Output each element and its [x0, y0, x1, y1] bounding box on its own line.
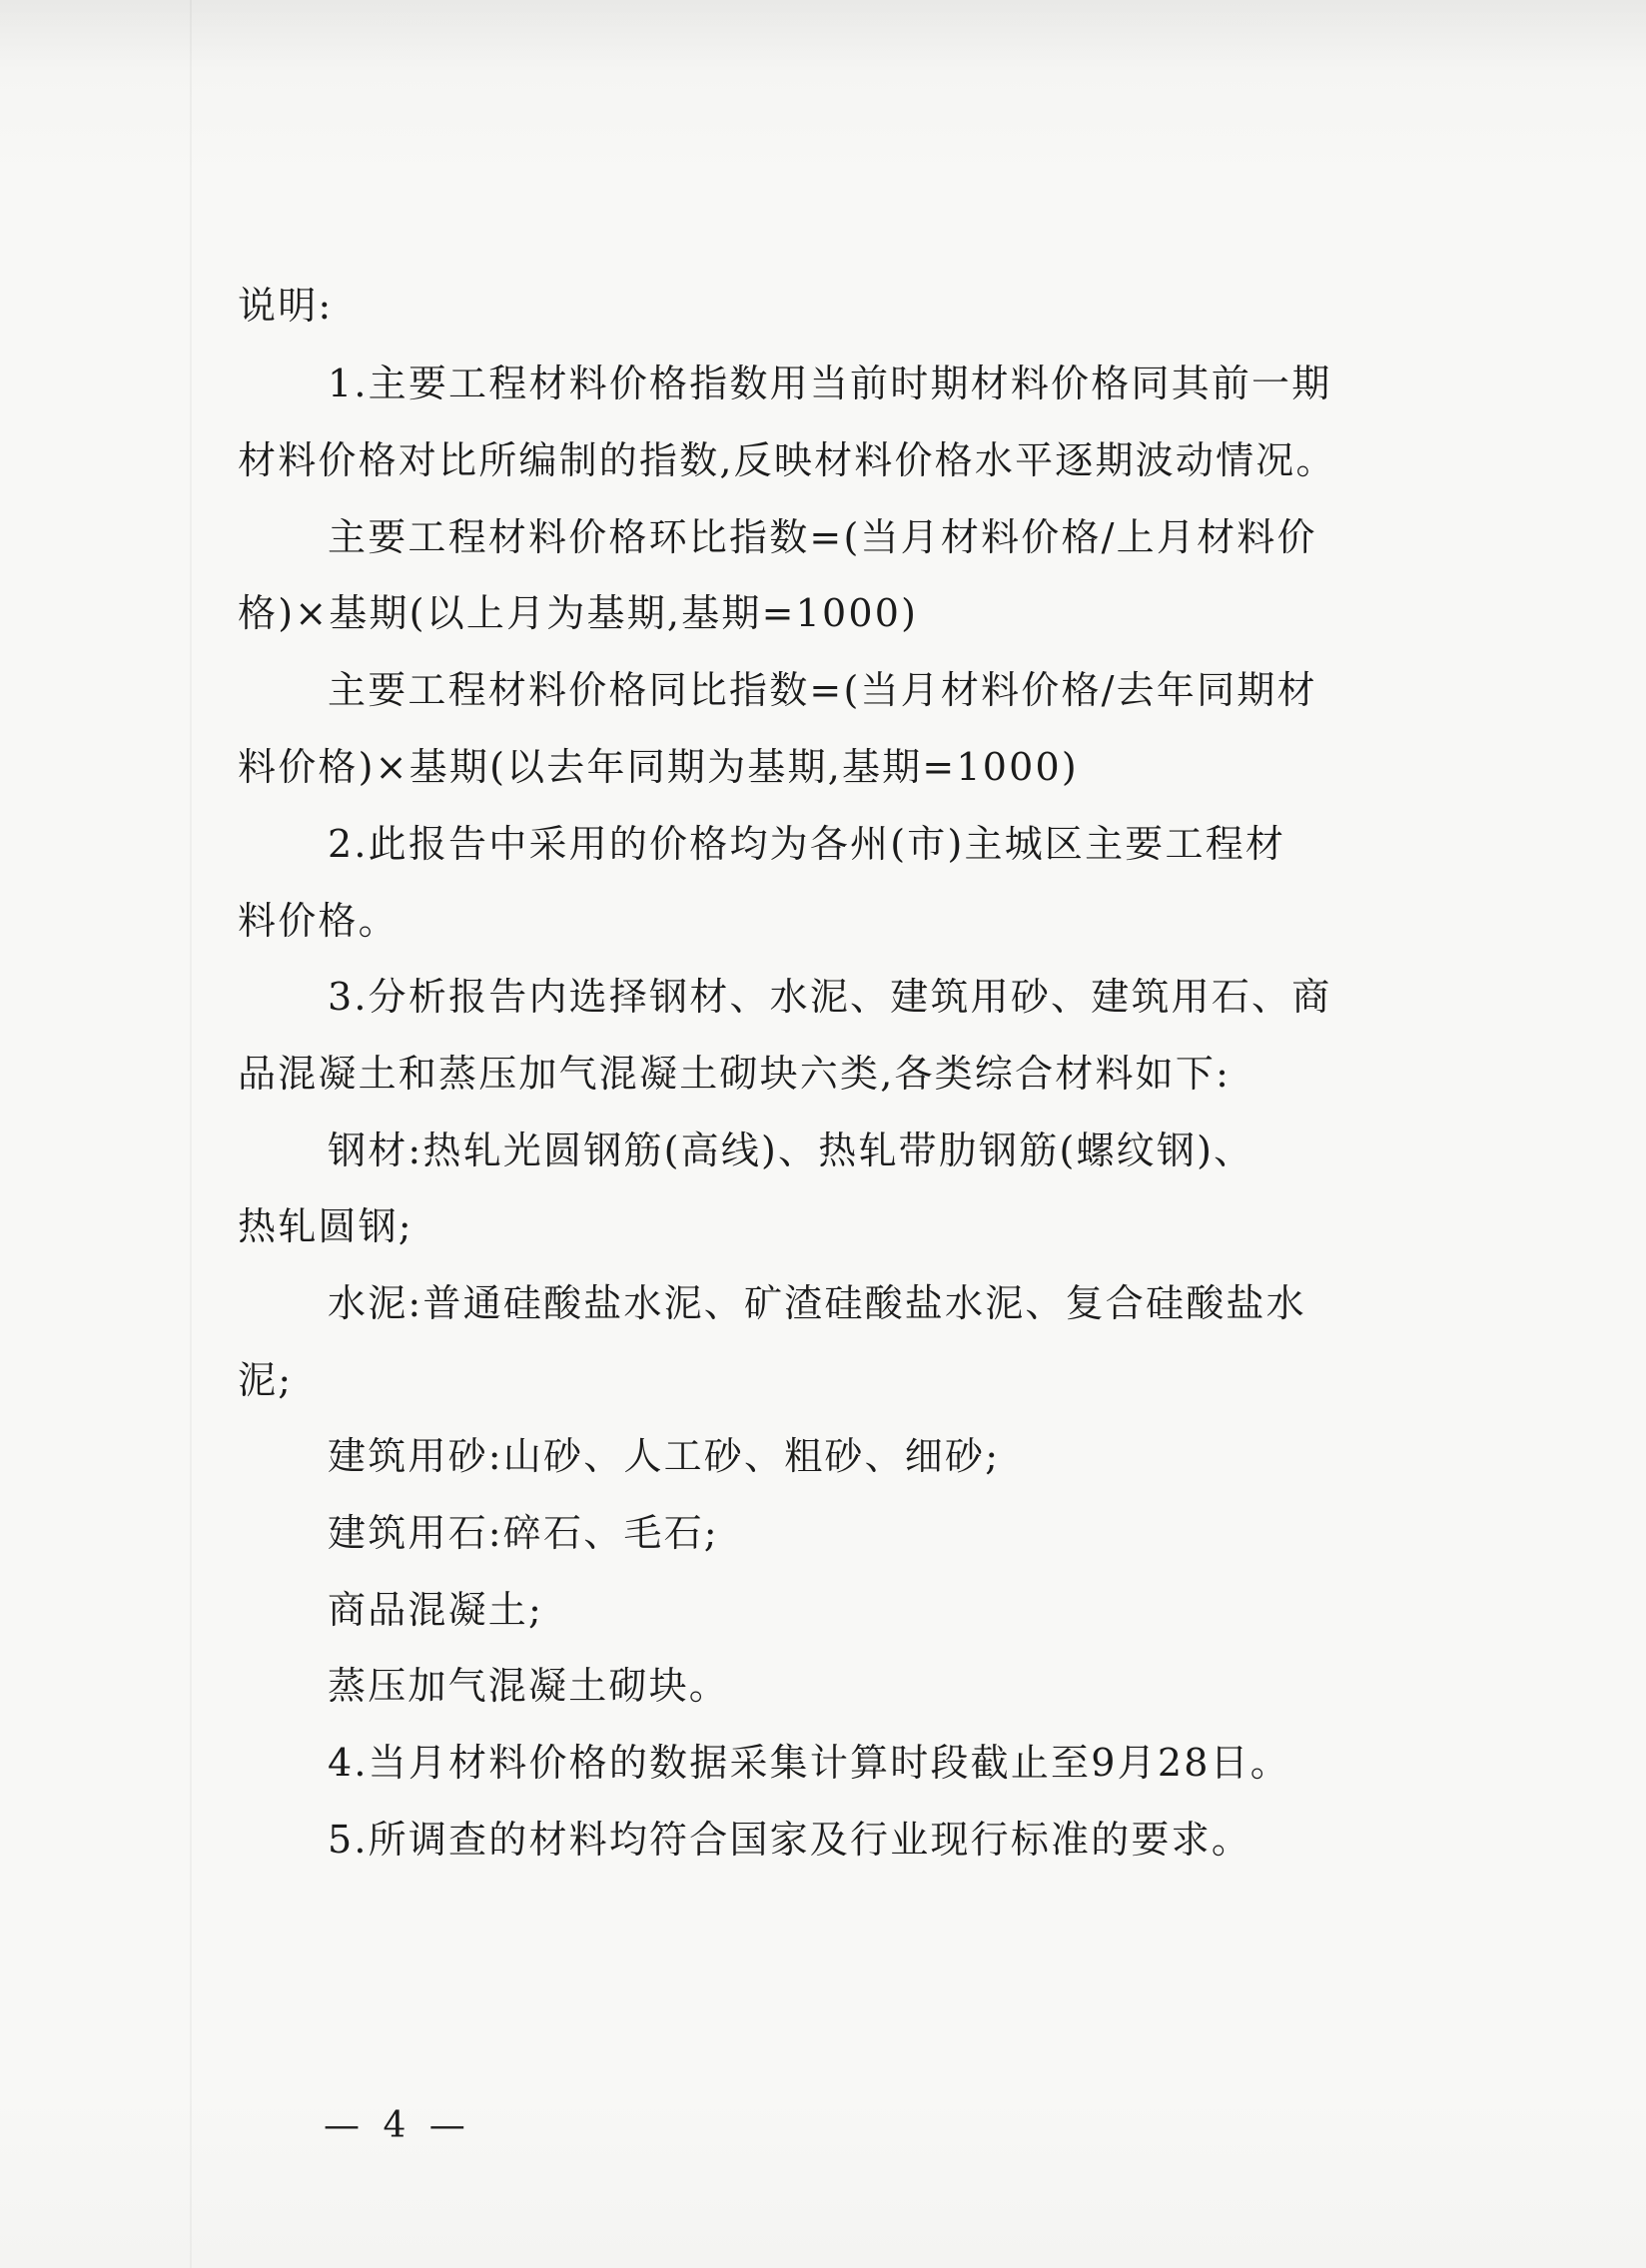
page-number: — 4 — — [324, 2105, 471, 2146]
paragraph-line: 5.所调查的材料均符合国家及行业现行标准的要求。 — [328, 1818, 1252, 1862]
paragraph-line: 泥; — [238, 1358, 294, 1402]
paragraph-line: 主要工程材料价格环比指数=(当月材料价格/上月材料价 — [328, 515, 1317, 559]
paragraph-line: 水泥:普通硅酸盐水泥、矿渣硅酸盐水泥、复合硅酸盐水 — [328, 1281, 1306, 1325]
scan-top-shadow — [0, 0, 1646, 70]
paragraph-line: 2.此报告中采用的价格均为各州(市)主城区主要工程材 — [328, 822, 1286, 866]
paragraph-line: 建筑用砂:山砂、人工砂、粗砂、细砂; — [328, 1434, 1001, 1478]
paragraph-line: 料价格)×基期(以去年同期为基期,基期=1000) — [238, 745, 1079, 789]
paragraph-line: 1.主要工程材料价格指数用当前时期材料价格同其前一期 — [328, 362, 1332, 405]
paragraph-line: 格)×基期(以上月为基期,基期=1000) — [238, 591, 919, 635]
paragraph-line: 商品混凝土; — [328, 1588, 544, 1632]
paragraph-line: 3.分析报告内选择钢材、水泥、建筑用砂、建筑用石、商 — [328, 975, 1332, 1019]
paragraph-line: 4.当月材料价格的数据采集计算时段截止至9月28日。 — [328, 1741, 1290, 1785]
paragraph-line: 建筑用石:碎石、毛石; — [328, 1511, 719, 1555]
paragraph-line: 材料价格对比所编制的指数,反映材料价格水平逐期波动情况。 — [238, 438, 1336, 482]
paragraph-line: 热轧圆钢; — [238, 1204, 413, 1248]
paragraph-line: 蒸压加气混凝土砌块。 — [328, 1664, 730, 1708]
paragraph-line: 钢材:热轧光圆钢筋(高线)、热轧带肋钢筋(螺纹钢)、 — [328, 1129, 1254, 1172]
paragraph-line: 主要工程材料价格同比指数=(当月材料价格/去年同期材 — [328, 668, 1317, 712]
heading: 说明: — [238, 284, 334, 328]
scan-fold-line — [190, 0, 192, 2268]
paragraph-line: 品混凝土和蒸压加气混凝土砌块六类,各类综合材料如下: — [238, 1052, 1232, 1096]
paragraph-line: 料价格。 — [238, 899, 399, 943]
